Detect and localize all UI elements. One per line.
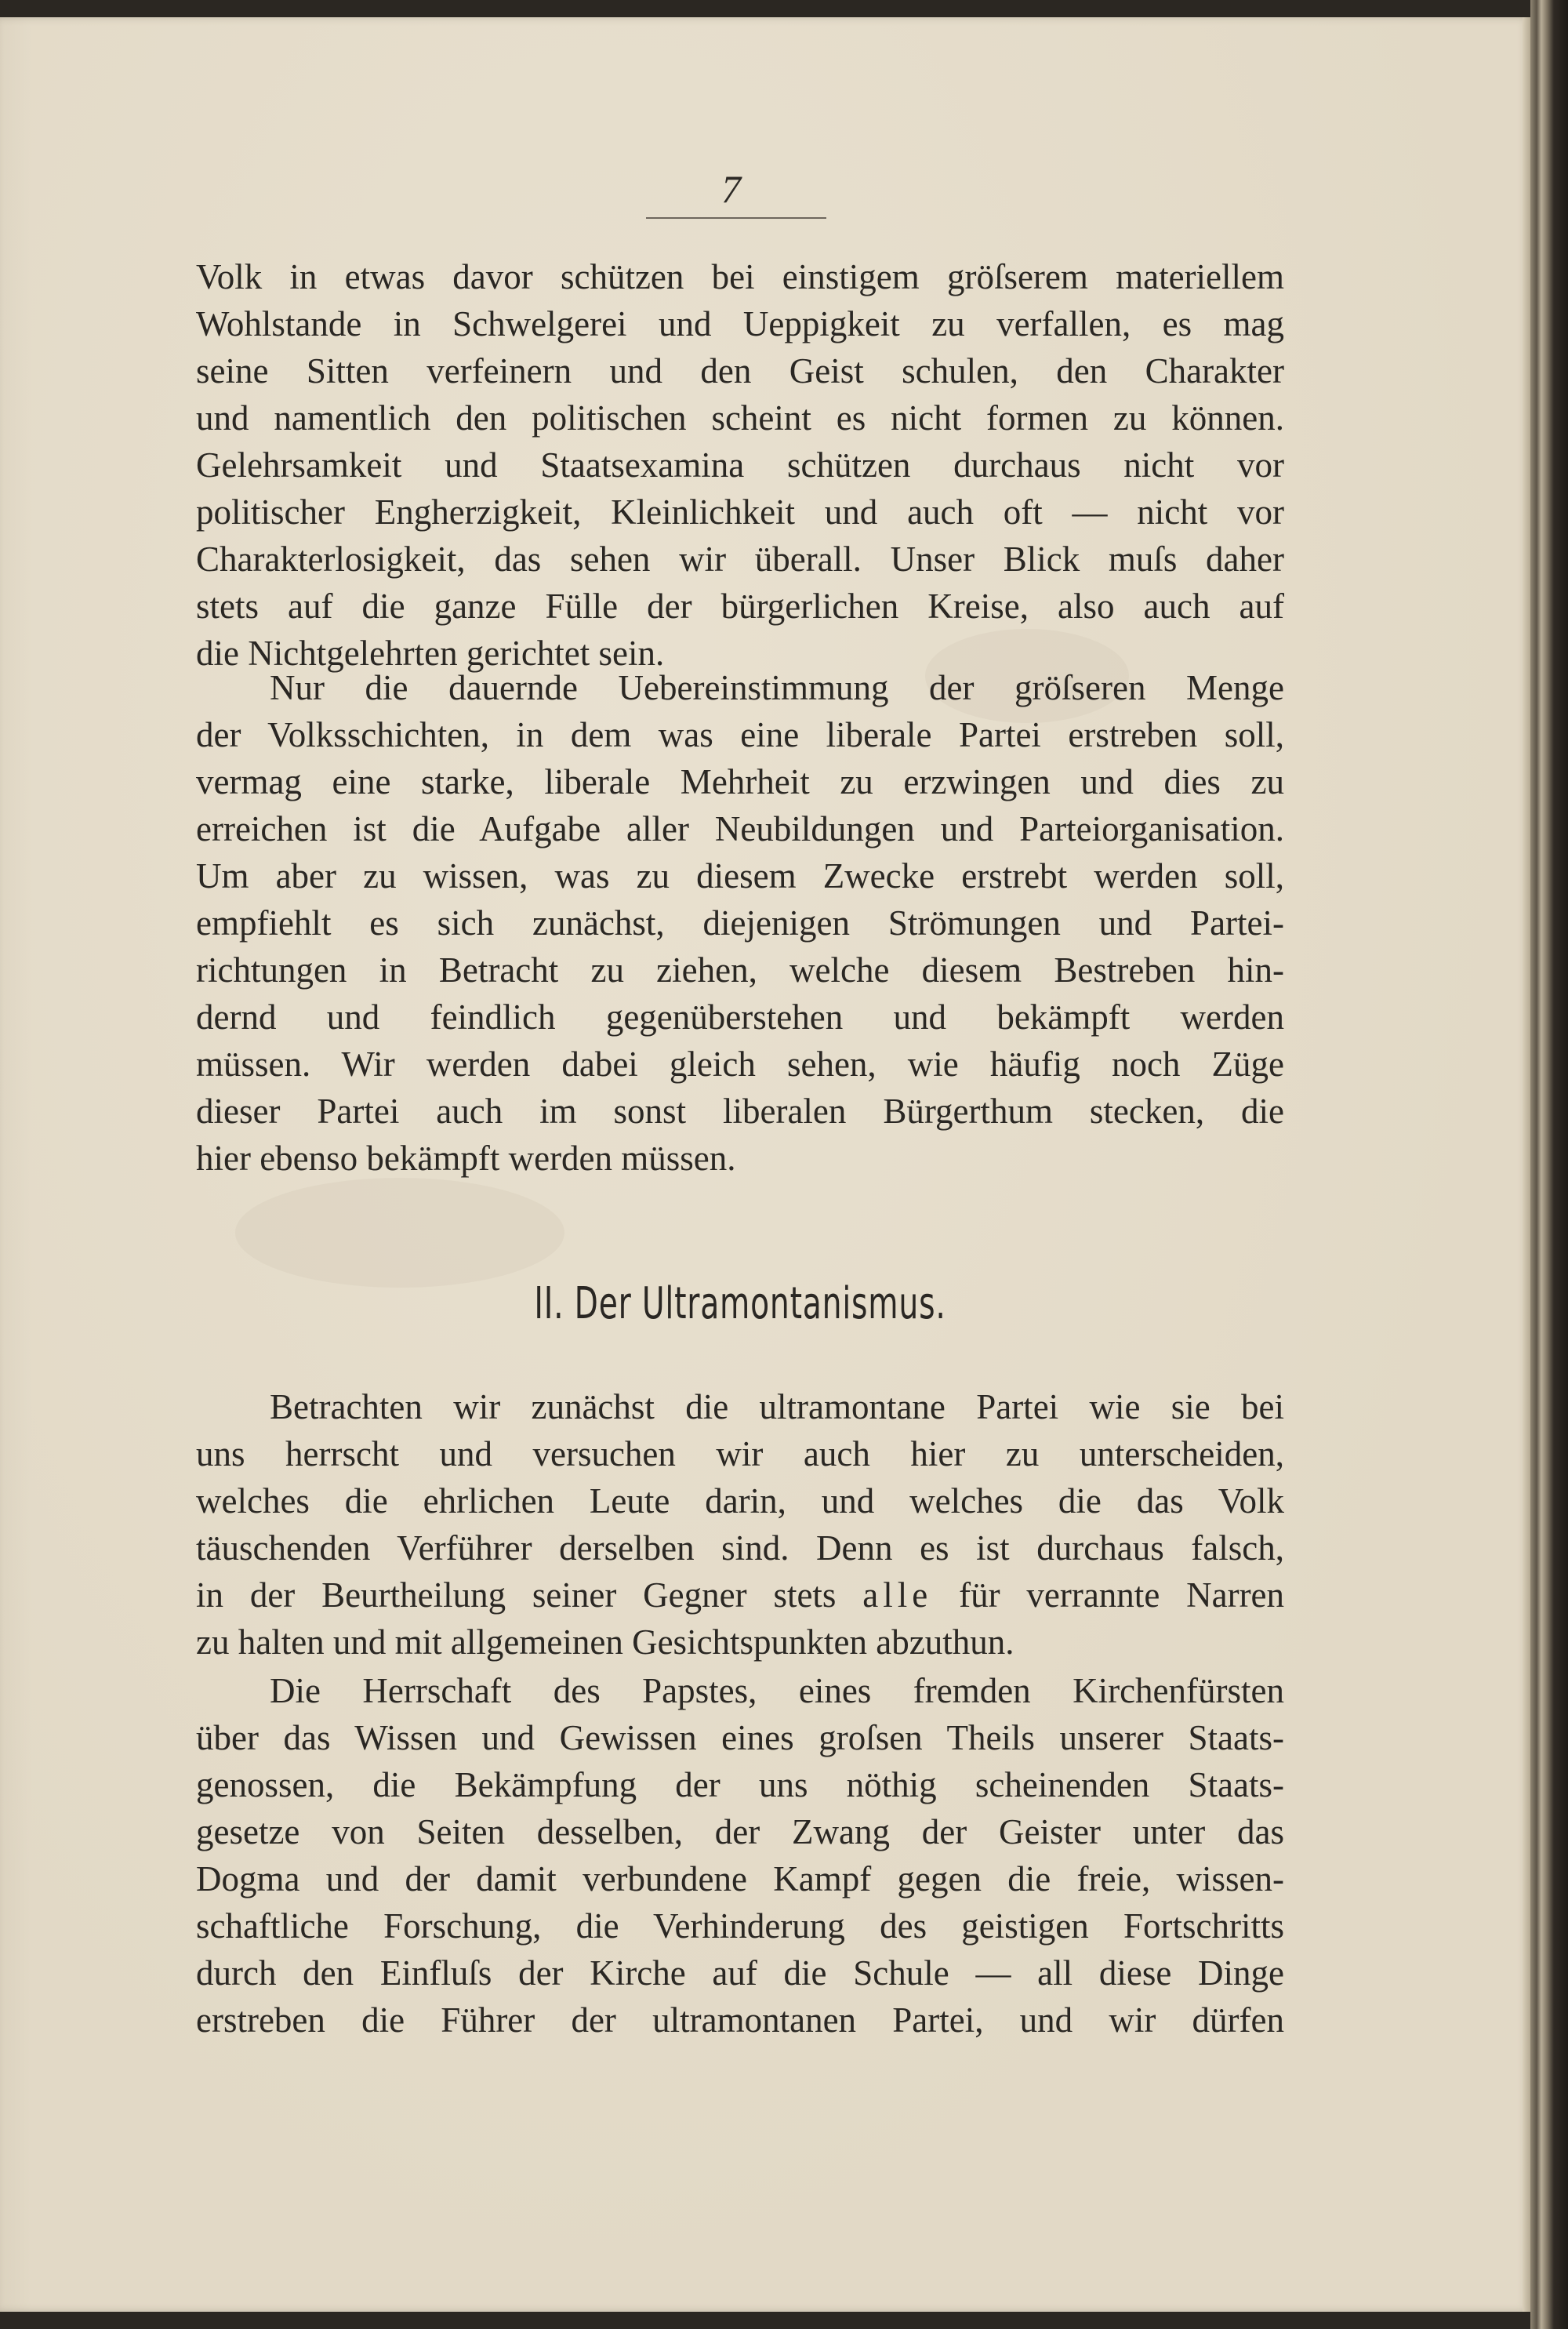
text-line: hier ebenso bekämpft werden müssen. (196, 1139, 736, 1178)
text-line: der Volksschichten, in dem was eine liberale Partei erstreben soll, (196, 715, 1284, 754)
text-line: Gelehrsamkeit und Staatsexamina schützen durchaus nicht vor (196, 445, 1284, 485)
text-fragment: für verrannte Narren (959, 1575, 1284, 1615)
text-line: richtungen in Betracht zu ziehen, welche diesem Bestreben hin- (196, 950, 1284, 990)
text-line: uns herrscht und versuchen wir auch hier zu unterscheiden, (196, 1434, 1284, 1473)
text-line: Betrachten wir zunächst die ultramontane Partei wie sie bei (270, 1387, 1284, 1426)
text-line: Wohlstande in Schwelgerei und Ueppigkeit zu verfallen, es mag (196, 304, 1284, 343)
text-line: Um aber zu wissen, was zu diesem Zwecke erstrebt werden soll, (196, 856, 1284, 896)
paper-stain (235, 1178, 564, 1288)
text-line: schaftliche Forschung, die Verhinderung des geistigen Fortschritts (196, 1906, 1284, 1946)
text-line: Nur die dauernde Uebereinstimmung der gröſseren Menge (270, 668, 1284, 707)
emphasized-word: alle (862, 1575, 933, 1615)
text-line: durch den Einfluſs der Kirche auf die Schule — all diese Dinge (196, 1953, 1284, 1993)
section-heading: II. Der Ultramontanismus. (534, 1278, 946, 1329)
text-line: empfiehlt es sich zunächst, diejenigen Strömungen und Partei- (196, 903, 1284, 943)
text-line: erreichen ist die Aufgabe aller Neubildungen und Parteiorganisation. (196, 809, 1284, 848)
text-line: genossen, die Bekämpfung der uns nöthig scheinenden Staats- (196, 1765, 1284, 1804)
text-line: die Nichtgelehrten gerichtet sein. (196, 634, 665, 673)
page-edge (1523, 17, 1530, 2312)
book-spine (1530, 0, 1568, 2329)
header-rule (646, 217, 826, 219)
paragraph-1 (196, 253, 1284, 677)
text-line: Volk in etwas davor schützen bei einstigem gröſserem materiellem (196, 257, 1284, 296)
text-line: welches die ehrlichen Leute darin, und welches die das Volk (196, 1481, 1284, 1521)
text-line: und namentlich den politischen scheint es nicht formen zu können. (196, 398, 1284, 438)
text-line: stets auf die ganze Fülle der bürgerlichen Kreise, also auch auf (196, 587, 1284, 626)
text-line: vermag eine starke, liberale Mehrheit zu erzwingen und dies zu (196, 762, 1284, 801)
text-line: über das Wissen und Gewissen eines groſsen Theils unserer Staats- (196, 1718, 1284, 1757)
paragraph-2 (196, 664, 1284, 1182)
text-line (196, 1571, 1284, 1619)
text-line: Dogma und der damit verbundene Kampf gegen die freie, wissen- (196, 1859, 1284, 1898)
text-line: erstreben die Führer der ultramontanen Partei, und wir dürfen (196, 2000, 1284, 2040)
text-fragment: in der Beurtheilung seiner Gegner stets (196, 1575, 837, 1615)
paragraph-4 (196, 1667, 1284, 2044)
text-line: dernd und feindlich gegenüberstehen und bekämpft werden (196, 997, 1284, 1037)
text-line: politischer Engherzigkeit, Kleinlichkeit und auch oft — nicht vor (196, 492, 1284, 532)
text-line: gesetze von Seiten desselben, der Zwang der Geister unter das (196, 1812, 1284, 1851)
text-line: müssen. Wir werden dabei gleich sehen, wie häufig noch Züge (196, 1045, 1284, 1084)
text-line: täuschenden Verführer derselben sind. Denn es ist durchaus falsch, (196, 1528, 1284, 1568)
page-number: 7 (721, 167, 742, 211)
text-line: Charakterlosigkeit, das sehen wir überall. Unser Blick muſs daher (196, 540, 1284, 579)
paragraph-3 (196, 1383, 1284, 1666)
text-line: Die Herrschaft des Papstes, eines fremden Kirchenfürsten (270, 1671, 1284, 1710)
text-line: seine Sitten verfeinern und den Geist schulen, den Charakter (196, 351, 1284, 391)
text-line: dieser Partei auch im sonst liberalen Bürgerthum stecken, die (196, 1092, 1284, 1131)
text-line: zu halten und mit allgemeinen Gesichtspunkten abzuthun. (196, 1622, 1014, 1662)
